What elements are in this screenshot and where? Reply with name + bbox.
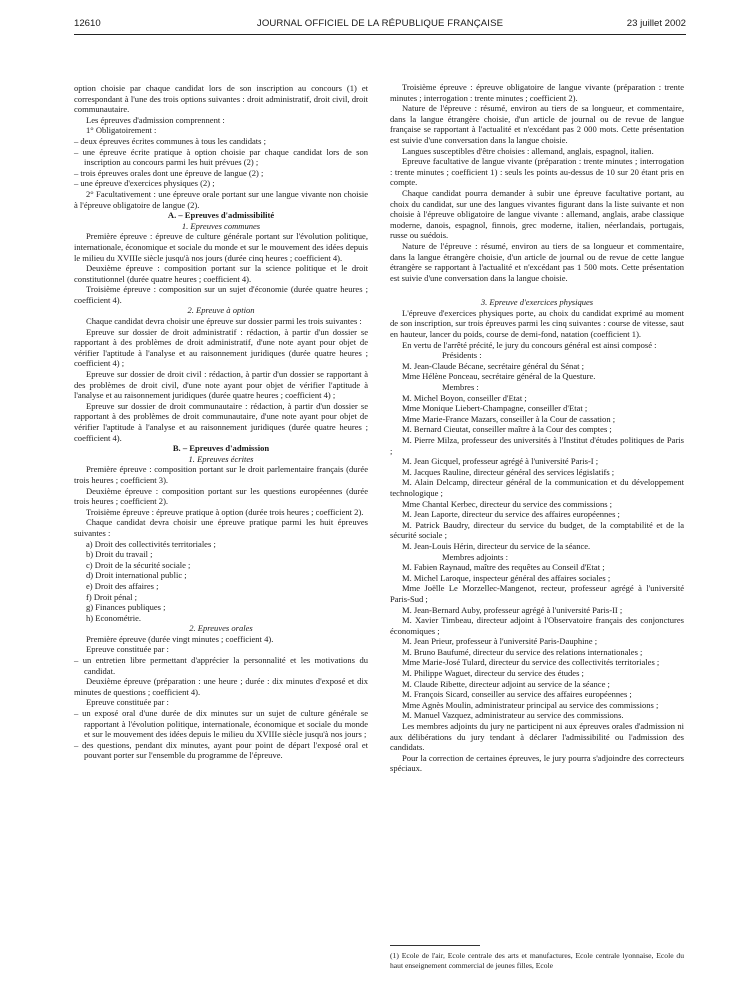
subsection-heading: 3. Epreuve d'exercices physiques bbox=[480, 297, 594, 308]
paragraph: Pour la correction de certaines épreuves, le jury pourra s'adjoindre des correcteurs spéciaux. bbox=[390, 752, 684, 774]
paragraph: Chaque candidat devra choisir une épreuve sur dossier parmi les trois suivantes : bbox=[86, 316, 362, 327]
option-list-item: b) Droit du travail ; bbox=[86, 549, 153, 560]
footnote-rule bbox=[390, 945, 480, 946]
jury-member: M. Bernard Cieutat, conseiller maître à la Cour des comptes ; bbox=[402, 424, 612, 435]
paragraph: – un entretien libre permettant d'apprécier la personnalité et les motivations du candidat. bbox=[74, 655, 368, 676]
paragraph: Deuxième épreuve : composition portant sur la science politique et le droit constitutionnel (durée quatre heures ; coefficient 4). bbox=[74, 263, 368, 284]
members-heading: Membres : bbox=[442, 382, 479, 393]
jury-member: M. Michel Boyon, conseiller d'Etat ; bbox=[402, 392, 527, 403]
jury-member: M. Jacques Rauline, directeur général des services législatifs ; bbox=[402, 466, 615, 477]
jury-member: Mme Chantal Kerbec, directeur du service des commissions ; bbox=[402, 498, 613, 509]
paragraph: Epreuve constituée par : bbox=[86, 644, 169, 655]
deputy-member: M. Jean Prieur, professeur à l'université Paris-Dauphine ; bbox=[402, 636, 598, 647]
paragraph: Les membres adjoints du jury ne participent ni aux épreuves orales d'admission ni aux délibérations du jury tendant à déclarer l'admissibilité ou l'admission des candidats. bbox=[390, 721, 684, 753]
optional-paragraph: 2° Facultativement : une épreuve orale portant sur une langue vivante non choisie à l'épreuve obligatoire de langue (2). bbox=[74, 188, 368, 210]
deputy-member: M. Jean-Bernard Auby, professeur agrégé à l'université Paris-II ; bbox=[402, 604, 623, 615]
mandatory-item: – deux épreuves écrites communes à tous les candidats ; bbox=[74, 135, 267, 146]
jury-member: M. Jean Gicquel, professeur agrégé à l'université Paris-I ; bbox=[402, 456, 599, 467]
mandatory-title: 1° Obligatoirement : bbox=[86, 125, 157, 136]
paragraph: – un exposé oral d'une durée de dix minutes sur un sujet de culture générale se rapportant à l'évolution politique, internationale, économique et sociale du monde et sur le mouvement des idées depuis le milieu du XVIIIe siècle jusqu'à nos jours ; bbox=[74, 708, 368, 740]
deputy-member: M. Bruno Baufumé, directeur du service des relations internationales ; bbox=[402, 646, 643, 657]
option-list-item: f) Droit pénal ; bbox=[86, 591, 138, 602]
page-header bbox=[74, 18, 686, 32]
paragraph: Troisième épreuve : composition sur un sujet d'économie (durée quatre heures ; coefficient 4). bbox=[74, 284, 368, 305]
option-list-item: h) Econométrie. bbox=[86, 612, 142, 623]
paragraph: Première épreuve (durée vingt minutes ; coefficient 4). bbox=[86, 633, 274, 644]
jury-member: M. Alain Delcamp, directeur général de la communication et du développement technologique ; bbox=[390, 477, 684, 498]
deputy-member: Mme Joëlle Le Morzellec-Mangenot, recteur, professeur agrégé à l'université Paris-Sud ; bbox=[390, 583, 684, 604]
option-list-item: a) Droit des collectivités territoriales ; bbox=[86, 538, 216, 549]
mandatory-item: – une épreuve d'exercices physiques (2) ; bbox=[74, 178, 215, 189]
deputy-member: Mme Marie-José Tulard, directeur du service des collectivités territoriales ; bbox=[402, 657, 660, 668]
paragraph: Nature de l'épreuve : résumé, environ au tiers de sa longueur, et commentaire, dans la langue étrangère choisie, d'un article de journal ou de revue de langue française se rapportant à l'actualité et n'excédant pas 2 000 mots. Cette présentation est suivie d'une conversation dans la langue choisie. bbox=[390, 103, 684, 145]
paragraph: Deuxième épreuve (préparation : une heure ; durée : dix minutes d'exposé et dix minutes de questions ; coefficient 4). bbox=[74, 676, 368, 697]
admission-intro: Les épreuves d'admission comprennent : bbox=[86, 114, 225, 125]
paragraph: Epreuve sur dossier de droit administratif : rédaction, à partir d'un dossier se rapportant à des problèmes de droit administratif, d'une note ayant pour objet de vérifier l'aptitude à l'analyse et au raisonnement juridiques (durée quatre heures ; coefficient 4) ; bbox=[74, 326, 368, 369]
jury-member: M. Pierre Milza, professeur des universités à l'Institut d'études politiques de Paris ; bbox=[390, 435, 684, 456]
deputy-member: M. Michel Laroque, inspecteur général des affaires sociales ; bbox=[402, 572, 611, 583]
paragraph: Chaque candidat pourra demander à subir une épreuve facultative portant, au choix du candidat, sur une des langues vivantes figurant dans la liste suivante et non choisie à l'épreuve obligatoire de langue vivante : allemand, anglais, arabe classique moderne, danois, espagnol, finnois, grec moderne, italien, néerlandais, portugais, russe ou suédois. bbox=[390, 187, 684, 241]
left-column bbox=[74, 83, 368, 761]
jury-member: Mme Marie-France Mazars, conseiller à la Cour de cassation ; bbox=[402, 413, 616, 424]
option-list-item: d) Droit international public ; bbox=[86, 570, 187, 581]
subsection-heading: 2. Epreuve à option bbox=[187, 305, 255, 316]
jury-member: M. Jean-Claude Bécane, secrétaire général du Sénat ; bbox=[402, 360, 585, 371]
jury-member: M. Jean Laporte, directeur du service des affaires européennes ; bbox=[402, 509, 620, 520]
paragraph: – des questions, pendant dix minutes, ayant pour point de départ l'exposé oral et pouvant porter sur l'ensemble du programme de l'épreuve. bbox=[74, 739, 368, 761]
subsection-heading: 2. Epreuves orales bbox=[189, 623, 253, 634]
paragraph: Nature de l'épreuve : résumé, environ au tiers de sa longueur et commentaire, dans la langue étrangère choisie, d'un article de journal ou de revue de cette langue étrangère se rapportant à l'actualité et n'excédant pas 1 500 mots. Cette présentation est suivie d'une conversation dans la langue choisie. bbox=[390, 240, 684, 283]
header-rule bbox=[74, 34, 686, 35]
paragraph: Epreuve constituée par : bbox=[86, 697, 169, 708]
option-list-item: g) Finances publiques ; bbox=[86, 602, 166, 613]
jury-member: Mme Hélène Ponceau, secrétaire général de la Questure. bbox=[402, 371, 596, 382]
paragraph: Première épreuve : épreuve de culture générale portant sur l'évolution politique, internationale, économique et sociale du monde et sur le mouvement des idées depuis le milieu du XVIIIe siècle jusqu'à nos jours (durée cinq heures ; coefficient 4). bbox=[74, 231, 368, 263]
deputy-members-heading: Membres adjoints : bbox=[442, 551, 508, 562]
page-number: 12610 bbox=[74, 18, 101, 29]
jury-member: Mme Monique Liebert-Champagne, conseiller d'Etat ; bbox=[402, 403, 588, 414]
mandatory-item: – trois épreuves orales dont une épreuve de langue (2) ; bbox=[74, 167, 264, 178]
option-list-item: e) Droit des affaires ; bbox=[86, 580, 159, 591]
footnote: (1) Ecole de l'air, Ecole centrale des arts et manufactures, Ecole centrale lyonnaise, Ecole du haut enseignement commercial de jeunes filles, Ecole bbox=[390, 951, 684, 970]
deputy-member: M. Fabien Raynaud, maître des requêtes au Conseil d'Etat ; bbox=[402, 562, 605, 573]
presidents-heading: Présidents : bbox=[442, 350, 482, 361]
paragraph: Deuxième épreuve : composition portant sur les questions européennes (durée trois heures ; coefficient 2). bbox=[74, 485, 368, 507]
deputy-member: M. Philippe Waguet, directeur du service des études ; bbox=[402, 668, 584, 679]
section-heading-a: A. – Epreuves d'admissibilité bbox=[167, 210, 275, 221]
paragraph: Epreuve facultative de langue vivante (préparation : trente minutes ; interrogation : trente minutes ; coefficient 1) : seuls les points au-dessus de 10 sur 20 étant pris en compte. bbox=[390, 156, 684, 188]
paragraph: Langues susceptibles d'être choisies : allemand, anglais, espagnol, italien. bbox=[402, 145, 654, 156]
paragraph: Troisième épreuve : épreuve pratique à option (durée trois heures ; coefficient 2). bbox=[86, 506, 364, 517]
paragraph: Première épreuve : composition portant sur le droit parlementaire français (durée trois heures ; coefficient 3). bbox=[74, 464, 368, 485]
paragraph: Troisième épreuve : épreuve obligatoire de langue vivante (préparation : trente minutes ; interrogation : trente minutes ; coefficient 2). bbox=[390, 82, 684, 103]
mandatory-item: – une épreuve écrite pratique à option choisie par chaque candidat lors de son inscription au concours parmi les huit prévues (2) ; bbox=[74, 146, 368, 168]
jury-member: M. Patrick Baudry, directeur du service du budget, de la comptabilité et de la sécurité sociale ; bbox=[390, 519, 684, 541]
option-list-item: c) Droit de la sécurité sociale ; bbox=[86, 559, 191, 570]
paragraph: Epreuve sur dossier de droit civil : rédaction, à partir d'un dossier se rapportant à des problèmes de droit civil, d'une note ayant pour objet de vérifier l'aptitude à l'analyse et au raisonnement juridiques (durée quatre heures ; coefficient 4) ; bbox=[74, 369, 368, 401]
subsection-heading: 1. Epreuves communes bbox=[181, 220, 261, 231]
subsection-heading: 1. Epreuves écrites bbox=[188, 453, 254, 464]
paragraph: En vertu de l'arrêté précité, le jury du concours général est ainsi composé : bbox=[402, 339, 657, 350]
paragraph: L'épreuve d'exercices physiques porte, au choix du candidat exprimé au moment de son inscription, sur trois épreuves parmi les cinq suivantes : course de vitesse, saut en hauteur, lancer du poids, course de demi-fond, natation (coefficient 1). bbox=[390, 307, 684, 340]
paragraph: Chaque candidat devra choisir une épreuve pratique parmi les huit épreuves suivantes : bbox=[74, 517, 368, 538]
jury-member: M. Jean-Louis Hérin, directeur du service de la séance. bbox=[402, 540, 591, 551]
deputy-member: M. Manuel Vazquez, administrateur au service des commissions. bbox=[402, 710, 624, 721]
deputy-member: M. Claude Ribette, directeur adjoint au service de la séance ; bbox=[402, 678, 610, 689]
deputy-member: M. François Sicard, conseiller au service des affaires européennes ; bbox=[402, 689, 632, 700]
paragraph: Epreuve sur dossier de droit communautaire : rédaction, à partir d'un dossier se rapportant à des problèmes de droit communautaire, d'une note ayant pour objet de vérifier l'aptitude à l'analyse et au raisonnement juridiques (durée quatre heures ; coefficient 4). bbox=[74, 400, 368, 443]
section-heading-b: B. – Epreuves d'admission bbox=[172, 443, 270, 454]
journal-title: JOURNAL OFFICIEL DE LA RÉPUBLIQUE FRANÇAISE bbox=[256, 18, 504, 29]
right-column bbox=[390, 82, 684, 774]
issue-date: 23 juillet 2002 bbox=[626, 18, 686, 29]
deputy-member: Mme Agnès Moulin, administrateur principal au service des commissions ; bbox=[402, 699, 659, 710]
deputy-member: M. Xavier Timbeau, directeur adjoint à l'Observatoire français des conjonctures économiques ; bbox=[390, 615, 684, 636]
intro-paragraph: option choisie par chaque candidat lors de son inscription au concours (1) et correspondant à l'une des trois options suivantes : droit administratif, droit civil, droit communautaire. bbox=[74, 83, 368, 115]
